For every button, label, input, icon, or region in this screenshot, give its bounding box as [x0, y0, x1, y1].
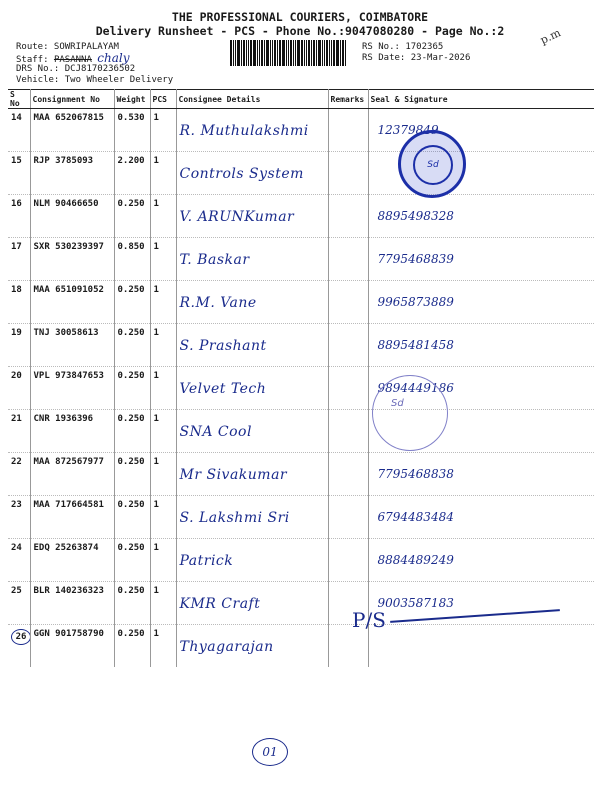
row-pcs: 1: [153, 242, 159, 252]
barcode-bar: [331, 40, 332, 66]
staff-printed-name: PASANNA: [53, 55, 92, 65]
row-pcs: 1: [153, 371, 159, 381]
row-pcs-cell: [150, 496, 176, 539]
barcode-bar: [274, 40, 276, 66]
row-sno-cell: [8, 496, 30, 539]
row-pcs-cell: [150, 281, 176, 324]
row-remarks-cell: [328, 367, 368, 410]
col-header-seal-signature: Seal & Signature: [368, 90, 594, 109]
row-sno: 15: [11, 156, 22, 166]
row-sno: 20: [11, 371, 22, 381]
row-consignment-no: TNJ 30058613: [33, 328, 99, 338]
row-pcs-cell: [150, 195, 176, 238]
row-sno-cell: [8, 324, 30, 367]
row-sno-cell: [8, 109, 30, 152]
row-seal-signature: 9003587183: [377, 596, 454, 610]
barcode-bar: [318, 40, 321, 66]
row-sno-cell: [8, 625, 30, 668]
col-header-remarks: Remarks: [328, 90, 368, 109]
row-remarks-cell: [328, 152, 368, 195]
table-row: [8, 625, 594, 668]
row-weight: 0.250: [117, 371, 145, 381]
row-pcs-cell: [150, 410, 176, 453]
row-pcs: 1: [153, 629, 159, 639]
table-row: [8, 281, 594, 324]
drs-number: DRS No.: DCJ8170236502: [16, 64, 136, 74]
barcode-bar: [279, 40, 281, 66]
row-seal-signature: 8895481458: [377, 338, 454, 352]
row-weight: 0.250: [117, 500, 145, 510]
row-consignment-no: MAA 717664581: [33, 500, 104, 510]
row-weight-cell: [114, 496, 150, 539]
row-seal-signature-cell: [368, 281, 594, 324]
row-consignee: T. Baskar: [179, 252, 250, 268]
seal-signature: Sd: [413, 145, 453, 185]
row-remarks-cell: [328, 410, 368, 453]
staff-label: Staff:: [16, 55, 49, 65]
row-consignment-no-cell: [30, 453, 114, 496]
table-row: [8, 109, 594, 152]
col-header-sno: S No: [8, 90, 30, 109]
row-consignee: V. ARUNKumar: [179, 209, 295, 225]
runsheet-table: [8, 89, 594, 667]
barcode-bar: [295, 40, 296, 66]
row-remarks-cell: [328, 195, 368, 238]
row-weight-cell: [114, 453, 150, 496]
barcode-bar: [316, 40, 317, 66]
barcode-bar: [282, 40, 285, 66]
row-sno: 22: [11, 457, 22, 467]
row-seal-signature: 7795468839: [377, 252, 454, 266]
row-seal-signature-cell: [368, 496, 594, 539]
row-seal-signature-cell: [368, 195, 594, 238]
barcode-bar: [288, 40, 289, 66]
row-consignment-no: MAA 872567977: [33, 457, 104, 467]
row-consignee-cell: [176, 496, 328, 539]
barcode-bar: [237, 40, 240, 66]
rs-number: RS No.: 1702365: [362, 42, 444, 52]
row-weight-cell: [114, 324, 150, 367]
row-pcs: 1: [153, 500, 159, 510]
row-remarks-cell: [328, 109, 368, 152]
row-sno: 17: [11, 242, 22, 252]
row-pcs: 1: [153, 328, 159, 338]
barcode-bar: [230, 40, 232, 66]
row-weight: 2.200: [117, 156, 145, 166]
route-label: Route: SOWRIPALAYAM: [16, 42, 119, 52]
row-consignee-cell: [176, 195, 328, 238]
row-remarks-cell: [328, 238, 368, 281]
row-weight-cell: [114, 582, 150, 625]
barcode-bar: [336, 40, 339, 66]
row-sno-cell: [8, 195, 30, 238]
table-header-row: [8, 90, 594, 109]
vehicle-label: Vehicle: Two Wheeler Delivery: [16, 75, 174, 85]
row-weight: 0.850: [117, 242, 145, 252]
row-pcs: 1: [153, 543, 159, 553]
row-pcs-cell: [150, 367, 176, 410]
row-pcs-cell: [150, 238, 176, 281]
row-weight-cell: [114, 410, 150, 453]
row-pcs-cell: [150, 582, 176, 625]
row-consignee-cell: [176, 453, 328, 496]
barcode-bar: [243, 40, 245, 66]
row-sno: 25: [11, 586, 22, 596]
row-seal-signature-cell: [368, 539, 594, 582]
barcode-bar: [233, 40, 234, 66]
barcode-bar: [266, 40, 269, 66]
barcode: [230, 40, 356, 66]
row-pcs: 1: [153, 156, 159, 166]
row-seal-signature-cell: [368, 324, 594, 367]
row-pcs: 1: [153, 457, 159, 467]
row-consignment-no-cell: [30, 109, 114, 152]
row-sno-cell: [8, 238, 30, 281]
col-header-consignment: Consignment No: [30, 90, 114, 109]
row-seal-signature: 12379849: [377, 123, 439, 137]
row-remarks-cell: [328, 281, 368, 324]
row-consignment-no: RJP 3785093: [33, 156, 94, 166]
row-consignee-cell: [176, 582, 328, 625]
table-row: [8, 367, 594, 410]
row-consignee: Thyagarajan: [179, 639, 274, 655]
row-seal-signature-cell: [368, 109, 594, 152]
table-row: [8, 410, 594, 453]
row-weight: 0.250: [117, 285, 145, 295]
row-pcs: 1: [153, 113, 159, 123]
barcode-bar: [308, 40, 310, 66]
barcode-bar: [270, 40, 271, 66]
row-pcs-cell: [150, 625, 176, 668]
row-consignee-cell: [176, 281, 328, 324]
barcode-bar: [340, 40, 341, 66]
barcode-bar: [324, 40, 325, 66]
row-sno: 24: [11, 543, 22, 553]
barcode-bar: [333, 40, 335, 66]
row-seal-signature-cell: [368, 625, 594, 668]
row-pcs-cell: [150, 109, 176, 152]
row-consignee: R. Muthulakshmi: [179, 123, 309, 139]
row-consignee: R.M. Vane: [179, 295, 257, 311]
row-sno: 14: [11, 113, 22, 123]
corner-handwritten-mark: p.m: [538, 26, 563, 47]
row-seal-signature-cell: [368, 582, 594, 625]
row-weight: 0.530: [117, 113, 145, 123]
row-remarks-cell: [328, 453, 368, 496]
barcode-bar: [326, 40, 328, 66]
row-weight: 0.250: [117, 328, 145, 338]
row-remarks-cell: [328, 539, 368, 582]
row-pcs: 1: [153, 586, 159, 596]
row-sno-cell: [8, 539, 30, 582]
row-weight: 0.250: [117, 199, 145, 209]
col-header-weight: Weight: [114, 90, 150, 109]
row-consignment-no: EDQ 25263874: [33, 543, 99, 553]
barcode-bar: [248, 40, 249, 66]
row-consignee-cell: [176, 539, 328, 582]
table-row: [8, 539, 594, 582]
row-sno: 23: [11, 500, 22, 510]
row-remarks-cell: [328, 324, 368, 367]
row-consignment-no-cell: [30, 367, 114, 410]
row-pcs-cell: [150, 324, 176, 367]
staff-handwritten-name: chaly: [97, 51, 130, 65]
row-seal-signature: 7795468838: [377, 467, 454, 481]
row-consignment-no: CNR 1936396: [33, 414, 94, 424]
row-weight-cell: [114, 281, 150, 324]
row-pcs: 1: [153, 199, 159, 209]
row-weight-cell: [114, 152, 150, 195]
row-sno-cell: [8, 281, 30, 324]
row-consignee: SNA Cool: [179, 424, 252, 440]
table-row: [8, 152, 594, 195]
row-pcs-cell: [150, 539, 176, 582]
barcode-bar: [345, 40, 346, 66]
row-consignment-no-cell: [30, 496, 114, 539]
runsheet-subtitle: Delivery Runsheet - PCS - Phone No.:9047080280 - Page No.:2: [95, 24, 505, 38]
footer-handwritten-count: 01: [252, 738, 288, 766]
row-seal-signature-cell: [368, 453, 594, 496]
row-remarks-cell: [328, 496, 368, 539]
rs-date: RS Date: 23-Mar-2026: [362, 53, 471, 63]
barcode-bar: [311, 40, 312, 66]
row-weight: 0.250: [117, 629, 145, 639]
barcode-bar: [290, 40, 292, 66]
row-pcs-cell: [150, 152, 176, 195]
row-sno-cell: [8, 152, 30, 195]
row-consignment-no-cell: [30, 410, 114, 453]
company-title: THE PROFESSIONAL COURIERS, COIMBATORE: [171, 10, 429, 24]
row-consignment-no-cell: [30, 238, 114, 281]
row-pcs: 1: [153, 414, 159, 424]
barcode-bar: [304, 40, 305, 66]
barcode-bar: [329, 40, 330, 66]
row-weight: 0.250: [117, 457, 145, 467]
row-seal-signature: 8895498328: [377, 209, 454, 223]
row-consignment-no: NLM 90466650: [33, 199, 99, 209]
table-row: [8, 238, 594, 281]
row-weight-cell: [114, 109, 150, 152]
row-consignee-cell: [176, 238, 328, 281]
barcode-bar: [250, 40, 252, 66]
row-weight-cell: [114, 195, 150, 238]
barcode-bar: [259, 40, 260, 66]
barcode-bar: [286, 40, 287, 66]
barcode-bar: [322, 40, 323, 66]
row-sno: 18: [11, 285, 22, 295]
row-sno-cell: [8, 410, 30, 453]
barcode-bar: [241, 40, 242, 66]
row-weight: 0.250: [117, 586, 145, 596]
row-consignee: Controls System: [179, 166, 304, 182]
row-consignment-no-cell: [30, 152, 114, 195]
row-consignee-cell: [176, 109, 328, 152]
col-header-pcs: PCS: [150, 90, 176, 109]
barcode-bar: [246, 40, 247, 66]
row-sno: 26: [11, 629, 30, 645]
row-weight: 0.250: [117, 414, 145, 424]
table-row: [8, 582, 594, 625]
row-consignee-cell: [176, 625, 328, 668]
row-consignee-cell: [176, 410, 328, 453]
row-seal-signature-cell: [368, 238, 594, 281]
row-seal-signature: 9965873889: [377, 295, 454, 309]
row-weight-cell: [114, 539, 150, 582]
row-consignment-no: MAA 651091052: [33, 285, 104, 295]
row-consignment-no: MAA 652067815: [33, 113, 104, 123]
table-row: [8, 324, 594, 367]
row-seal-signature: 8884489249: [377, 553, 454, 567]
row-consignment-no-cell: [30, 582, 114, 625]
table-row: [8, 496, 594, 539]
barcode-bar: [235, 40, 236, 66]
barcode-bar: [257, 40, 258, 66]
row-weight-cell: [114, 367, 150, 410]
barcode-bar: [253, 40, 256, 66]
faded-seal-stamp: [372, 375, 448, 451]
row-sno-cell: [8, 582, 30, 625]
row-consignment-no-cell: [30, 625, 114, 668]
row-seal-signature: 9894449186: [377, 381, 454, 395]
row-consignee-cell: [176, 324, 328, 367]
row-sno: 16: [11, 199, 22, 209]
barcode-bar: [301, 40, 303, 66]
row-consignment-no-cell: [30, 324, 114, 367]
row-sno: 19: [11, 328, 22, 338]
barcode-bar: [261, 40, 263, 66]
col-header-consignee: Consignee Details: [176, 90, 328, 109]
table-row: [8, 453, 594, 496]
row-consignment-no: BLR 140236323: [33, 586, 104, 596]
barcode-bar: [264, 40, 265, 66]
row-consignee: Patrick: [179, 553, 234, 569]
row-consignee: KMR Craft: [179, 596, 261, 612]
row-pcs: 1: [153, 285, 159, 295]
row-consignment-no: SXR 530239397: [33, 242, 104, 252]
barcode-bar: [342, 40, 344, 66]
row-seal-signature: 6794483484: [377, 510, 454, 524]
row-pcs-cell: [150, 453, 176, 496]
barcode-bar: [313, 40, 315, 66]
barcode-bar: [272, 40, 273, 66]
row-consignee-cell: [176, 152, 328, 195]
barcode-bar: [277, 40, 278, 66]
company-seal-stamp: [398, 130, 466, 198]
row-sno-cell: [8, 453, 30, 496]
row-consignment-no-cell: [30, 281, 114, 324]
row-consignee-cell: [176, 367, 328, 410]
row-sno-cell: [8, 367, 30, 410]
seal-signature-2: Sd: [391, 398, 404, 409]
row-consignment-no: GGN 901758790: [33, 629, 104, 639]
barcode-bar: [297, 40, 300, 66]
barcode-bar: [306, 40, 307, 66]
pis-handwritten-mark: P/S: [352, 608, 386, 632]
row-consignee: Mr Sivakumar: [179, 467, 288, 483]
row-consignment-no-cell: [30, 195, 114, 238]
row-weight: 0.250: [117, 543, 145, 553]
barcode-bar: [293, 40, 294, 66]
row-consignee: S. Prashant: [179, 338, 267, 354]
row-weight-cell: [114, 238, 150, 281]
row-consignee: S. Lakshmi Sri: [179, 510, 290, 526]
row-consignee: Velvet Tech: [179, 381, 267, 397]
row-sno: 21: [11, 414, 22, 424]
row-consignment-no-cell: [30, 539, 114, 582]
table-row: [8, 195, 594, 238]
row-consignment-no: VPL 973847653: [33, 371, 104, 381]
row-weight-cell: [114, 625, 150, 668]
